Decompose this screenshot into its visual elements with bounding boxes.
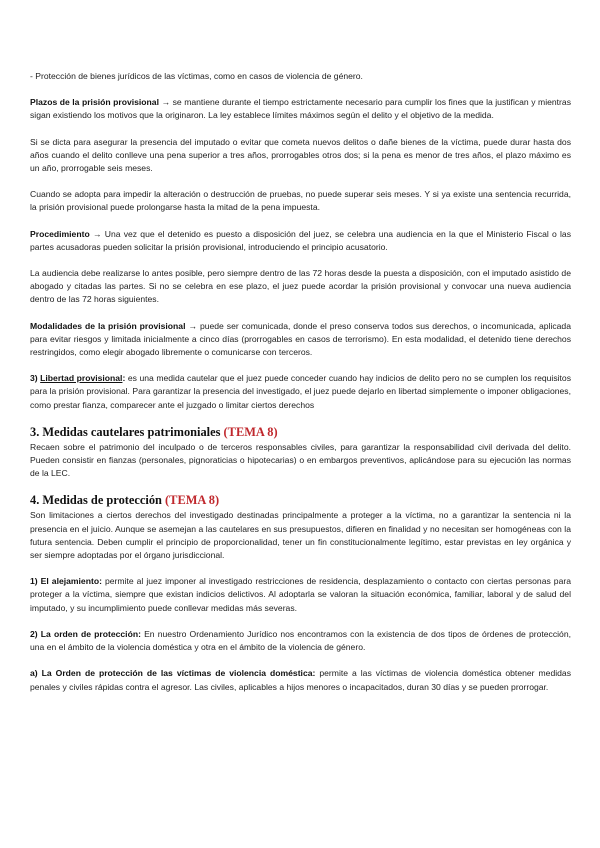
section-4-heading	[30, 493, 571, 508]
libertad-term: Libertad provisional	[40, 373, 123, 384]
arrow-symbol: →	[185, 320, 200, 331]
libertad-paragraph	[30, 372, 571, 412]
libertad-colon: :	[122, 373, 128, 384]
plazos-paragraph	[30, 96, 571, 122]
arrow-symbol: →	[158, 97, 173, 108]
section-3-text: Recaen sobre el patrimonio del inculpado o de terceros responsables civiles, para garantizar la responsabilidad civil derivada del delito. Pueden consistir en fianzas (personales, pignoraticias o hipotecarias) o en embargos preventivos, aplicándose para su ejecución las normas de la LEC.	[30, 441, 571, 479]
orden-a-paragraph	[30, 667, 571, 693]
alejamiento-text: permite al juez imponer al investigado restricciones de residencia, desplazamiento o contacto con ciertas personas para proteger a la víctima, siempre que existan indicios delictivos. Al adoptarla se valoran la situación económica, familiar, laboral y de salud del imputado, y su incumplimiento puede conllevar medidas más severas.	[30, 576, 571, 613]
orden-term: 2) La orden de protección:	[30, 628, 141, 639]
plazos-text: se mantiene durante el tiempo estrictamente necesario para cumplir los fines que la justifican y mientras sigan existiendo los motivos que la originaron. La ley establece límites máximos según el delito y el objetivo de la medida.	[30, 97, 571, 121]
modalidades-term: Modalidades de la prisión provisional	[30, 320, 186, 331]
orden-paragraph	[30, 628, 571, 654]
section-3-title: 3. Medidas cautelares patrimoniales	[30, 424, 221, 439]
procedimiento-term: Procedimiento	[30, 228, 90, 239]
modalidades-paragraph	[30, 320, 571, 360]
modalidades-text: puede ser comunicada, donde el preso conserva todos sus derechos, o incomunicada, aplicada para evitar riesgos y limitada inicialmente a cinco días (prorrogables en casos de terrorismo). En esta modalidad, el detenido tiene derechos restringidos, como elegir abogado libremente o comunicarse con terceros.	[30, 320, 571, 358]
plazos-term: Plazos de la prisión provisional	[30, 97, 159, 108]
intro-line: - Protección de bienes jurídicos de las víctimas, como en casos de violencia de género.	[30, 71, 363, 81]
section-3-tema: (TEMA 8)	[223, 424, 278, 439]
alejamiento-term: 1) El alejamiento:	[30, 576, 102, 587]
procedimiento-paragraph	[30, 228, 571, 254]
plazos-paragraph-2: Si se dicta para asegurar la presencia del imputado o evitar que cometa nuevos delitos o dañe bienes de la víctima, puede durar hasta dos años cuando el delito conlleve una pena superior a tres años, prorrogables otros dos; si la pena es menor de tres años, el plazo máximo es un año, prorrogable seis meses.	[30, 136, 571, 174]
section-4-tema: (TEMA 8)	[165, 493, 220, 508]
orden-a-text: permite a las víctimas de violencia doméstica obtener medidas penales y civiles rápidas contra el agresor. Las civiles, aplicables a hijos menores o incapacitados, duran 30 días y se pueden prorrogar.	[30, 668, 571, 692]
arrow-symbol: →	[89, 228, 105, 239]
libertad-text: es una medida cautelar que el juez puede conceder cuando hay indicios de delito pero no se cumplen los requisitos para la prisión provisional. Para garantizar la presencia del investigado, el juez puede dejarlo en libertad simplemente o imponer obligaciones, como prestar fianza, comparecer ante el juzgado o limitar ciertos derechos	[30, 373, 571, 410]
procedimiento-paragraph-2: La audiencia debe realizarse lo antes posible, pero siempre dentro de las 72 horas desde la puesta a disposición, con el imputado asistido de abogado y citadas las partes. Si no se celebra en ese plazo, el juez puede acordar la prisión provisional y convocar una nueva audiencia dentro de las 72 horas siguientes.	[30, 268, 571, 305]
alejamiento-paragraph	[30, 575, 571, 615]
section-4-text: Son limitaciones a ciertos derechos del investigado destinadas principalmente a proteger a la víctima, no a garantizar la sentencia ni la presencia en el juicio. Aunque se asemejan a las cautelares en sus presupuestos, difieren en finalidad y no necesitan ser homogéneas con la futura sentencia. Deben cumplir el principio de proporcionalidad, tener un fin constitucionalmente legítimo, estar previstas en ley orgánica y ser siempre adoptadas por el órgano jurisdiccional.	[30, 510, 571, 561]
procedimiento-text: Una vez que el detenido es puesto a disposición del juez, se celebra una audiencia en la que el Ministerio Fiscal o las partes acusadoras pueden solicitar la prisión provisional, introduciendo el principio acusatorio.	[30, 228, 572, 252]
section-3-heading	[30, 425, 571, 440]
orden-a-term: a) La Orden de protección de las víctimas de violencia doméstica:	[30, 668, 316, 679]
orden-text: En nuestro Ordenamiento Jurídico nos encontramos con la existencia de dos tipos de órdenes de protección, una en el ámbito de la violencia doméstica y otra en el ámbito de la violencia de género.	[30, 628, 571, 653]
libertad-number: 3)	[30, 373, 41, 384]
document-page	[30, 70, 571, 694]
plazos-paragraph-3: Cuando se adopta para impedir la alteración o destrucción de pruebas, no puede superar seis meses. Y si ya existe una sentencia recurrida, la prisión provisional puede prolongarse hasta la mitad de la pena impuesta.	[30, 189, 571, 213]
section-4-title: 4. Medidas de protección	[30, 493, 162, 508]
